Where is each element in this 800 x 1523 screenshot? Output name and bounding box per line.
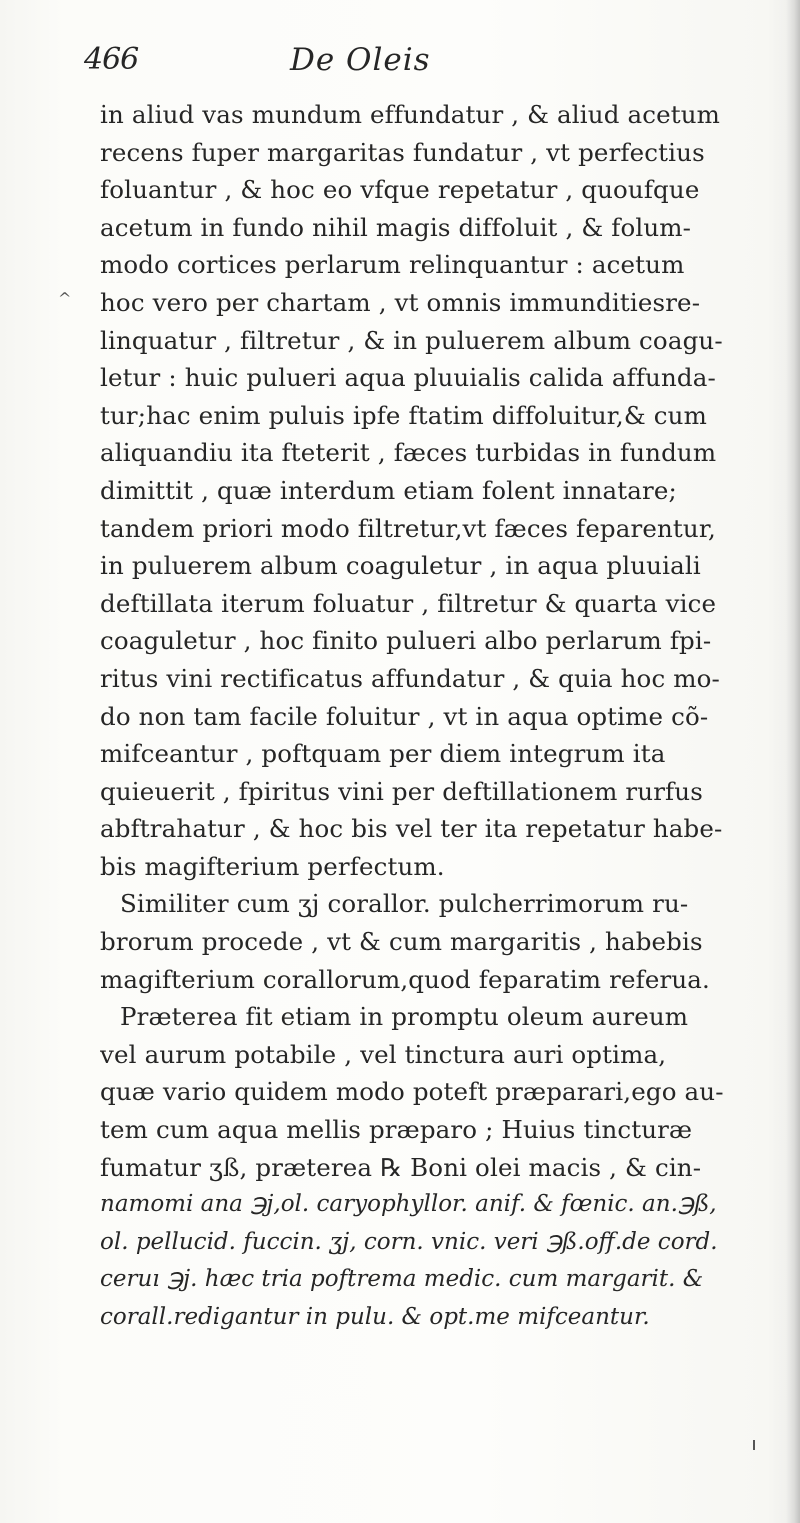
- text-line: acetum in fundo nihil magis diffoluit , & folum-: [100, 212, 692, 242]
- text-line: ol. pellucid. fuccin. ʒj, corn. vnic. veri ℈ß.off.de cord.: [100, 1228, 718, 1255]
- text-line: in aliud vas mundum effundatur , & aliud acetum: [100, 100, 721, 129]
- text-line: letur : huic pulueri aqua pluuialis calida affunda-: [100, 363, 716, 393]
- text-line: coaguletur , hoc finito pulueri albo perlarum fpi-: [100, 626, 712, 656]
- text-line: quæ vario quidem modo poteft præparari,ego au-: [100, 1077, 724, 1107]
- text-line: fumatur ʒß, præterea ℞ Boni olei macis , & cin-: [100, 1152, 702, 1182]
- text-line: dimittit , quæ interdum etiam folent innatare;: [100, 475, 677, 505]
- running-head: De Oleis: [290, 42, 431, 78]
- text-line: linquatur , filtretur , & in puluerem album coagu-: [100, 325, 723, 355]
- text-line: quieuerit , fpiritus vini per deftillationem rurfus: [100, 776, 703, 806]
- text-line: Præterea fit etiam in promptu oleum aureum: [120, 1002, 689, 1032]
- text-line: magifterium corallorum,quod feparatim referua.: [100, 964, 710, 994]
- text-line: deftillata iterum foluatur , filtretur & quarta vice: [100, 588, 717, 618]
- text-line: ritus vini rectificatus affundatur , & quia hoc mo-: [100, 663, 720, 693]
- margin-mark: ^: [58, 289, 72, 308]
- text-line: ceruı ℈j. hæc tria poftrema medic. cum margarit. &: [100, 1266, 704, 1293]
- text-line: recens fuper margaritas fundatur , vt perfectius: [100, 137, 705, 167]
- text-line: tem cum aqua mellis præparo ; Huius tincturæ: [100, 1115, 693, 1145]
- text-line: mifceantur , poftquam per diem integrum ita: [100, 739, 666, 769]
- text-line: corall.redigantur in pulu. & opt.me mifceantur.: [100, 1304, 650, 1330]
- text-line: modo cortices perlarum relinquantur : acetum: [100, 250, 685, 280]
- text-line: bis magifterium perfectum.: [100, 851, 445, 881]
- ink-speck: [753, 1440, 755, 1450]
- text-line: abftrahatur , & hoc bis vel ter ita repetatur habe-: [100, 814, 723, 844]
- text-line: hoc vero per chartam , vt omnis immunditiesre-: [100, 287, 701, 317]
- text-line: do non tam facile foluitur , vt in aqua optime cõ-: [100, 701, 709, 731]
- text-line: in puluerem album coaguletur , in aqua pluuiali: [100, 551, 701, 581]
- text-line: tandem priori modo filtretur,vt fæces feparentur,: [100, 513, 716, 543]
- text-line: Similiter cum ʒj corallor. pulcherrimorum ru-: [120, 889, 689, 919]
- text-line: vel aurum potabile , vel tinctura auri optima,: [100, 1039, 667, 1069]
- text-line: namomi ana ℈j,ol. caryophyllor. anif. & fœnic. an.℈ß,: [100, 1191, 717, 1218]
- text-line: tur;hac enim puluis ipfe ftatim diffoluitur,& cum: [100, 400, 707, 430]
- body-text: [100, 96, 790, 1337]
- text-line: aliquandiu ita fteterit , fæces turbidas in fundum: [100, 438, 717, 468]
- page-number: 466: [84, 42, 139, 77]
- text-line: foluantur , & hoc eo vfque repetatur , quoufque: [100, 175, 700, 205]
- text-line: brorum procede , vt & cum margaritis , habebis: [100, 927, 703, 957]
- page-header: [84, 42, 724, 86]
